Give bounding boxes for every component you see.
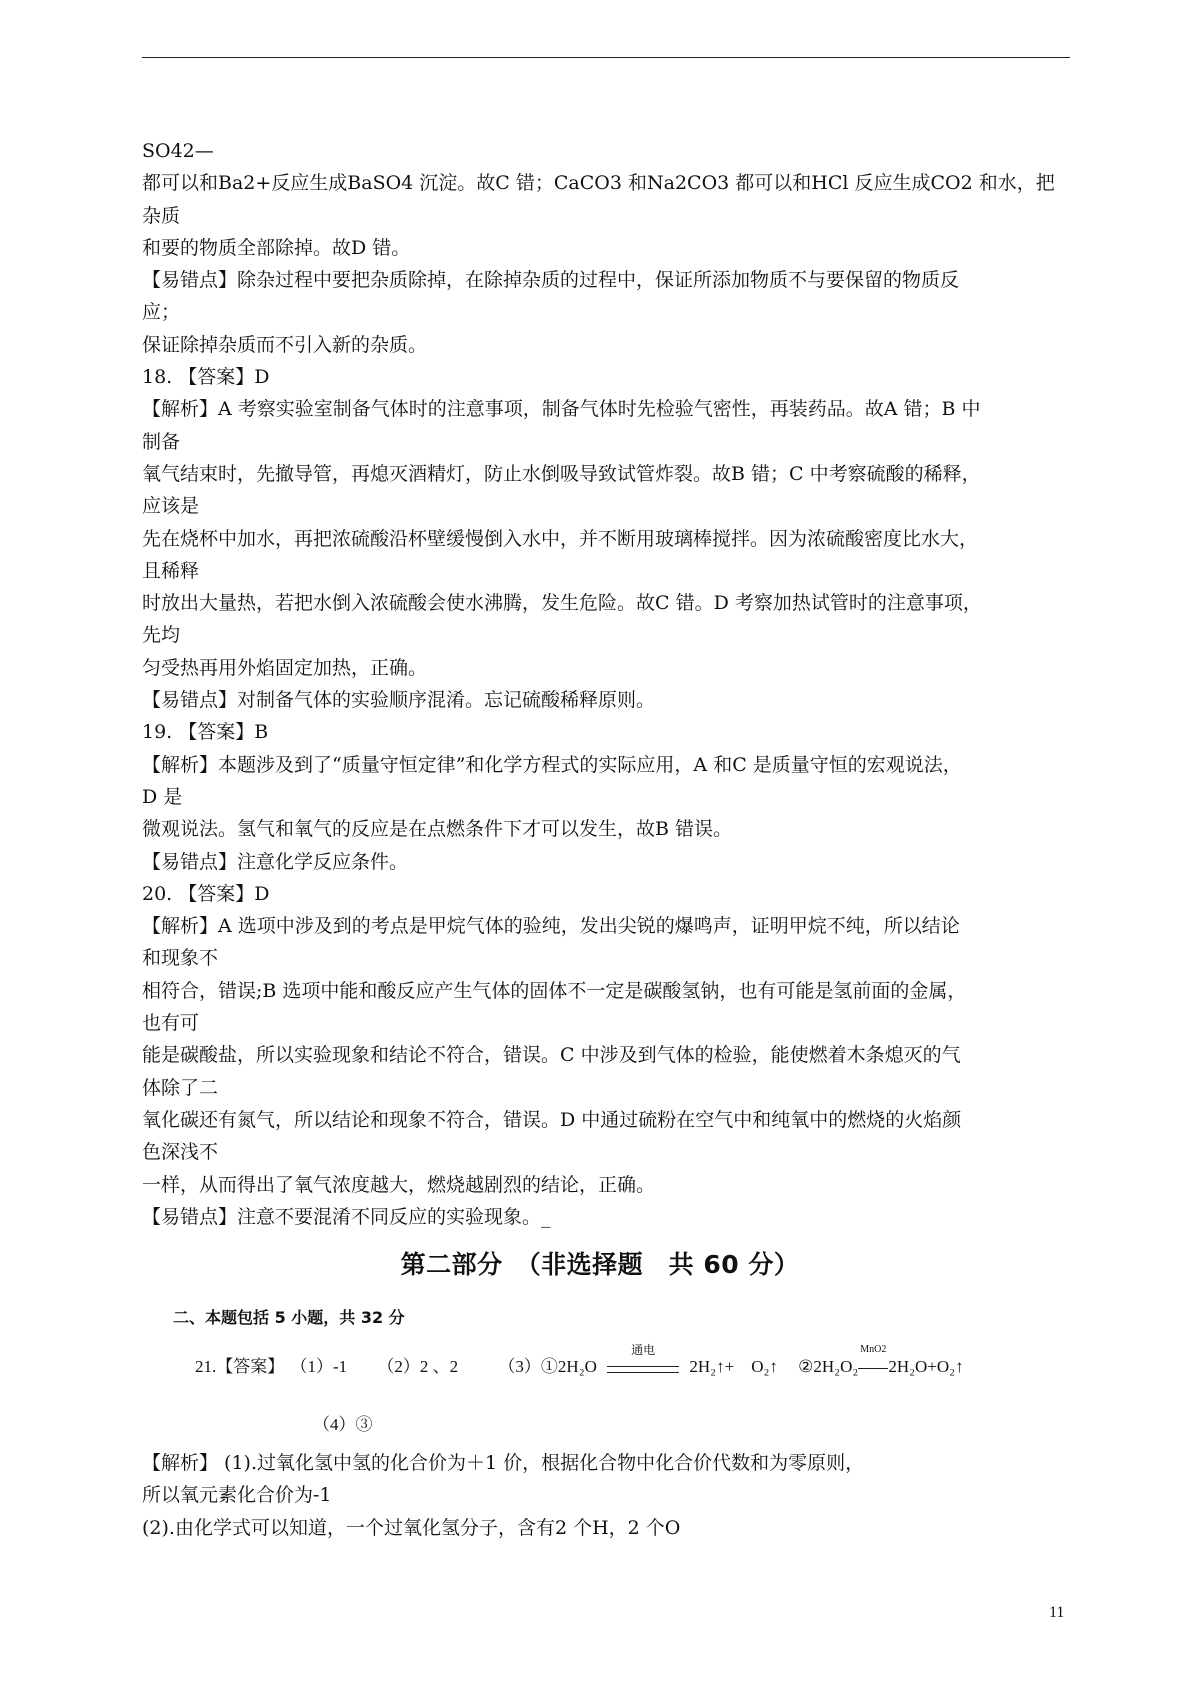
- text-line: 和现象不: [142, 947, 219, 970]
- text-line: 应；: [142, 301, 181, 324]
- header-rule: [142, 57, 1070, 58]
- text-line: 所以氧元素化合价为-1: [142, 1484, 332, 1507]
- text-line: 且稀释: [142, 559, 200, 582]
- text-line: 能是碳酸盐，所以实验现象和结论不符合，错误。C 中涉及到气体的检验，能使燃着木条熄灭的气: [142, 1044, 961, 1067]
- text-line: 【易错点】对制备气体的实验顺序混淆。忘记硫酸稀释原则。: [142, 689, 656, 712]
- text-line: 保证除掉杂质而不引入新的杂质。: [142, 333, 428, 356]
- text-line: 匀受热再用外焰固定加热，正确。: [142, 656, 428, 679]
- text-line: 先均: [142, 624, 181, 647]
- text-line: 【解析】 (1).过氧化氢中氢的化合价为＋1 价，根据化合物中化合价代数和为零原则，: [142, 1452, 865, 1474]
- text-line: (2).由化学式可以知道，一个过氧化氢分子，含有2 个H，2 个O: [142, 1516, 681, 1539]
- section-title: 第二部分 （非选择题 共 60 分）: [400, 1250, 800, 1279]
- analysis-21: [142, 1447, 1082, 1544]
- text-line: 【解析】本题涉及到了“质量守恒定律”和化学方程式的实际应用，A 和C 是质量守恒的宏观说法，: [142, 753, 962, 776]
- catalyst-arrow: [858, 1344, 888, 1377]
- text-line: 都可以和Ba2+反应生成BaSO4 沉淀。故C 错；CaCO3 和Na2CO3 都可以和HCl 反应生成CO2 和水，把: [142, 172, 1055, 195]
- text-line: 一样，从而得出了氧气浓度越大，燃烧越剧烈的结论，正确。: [142, 1173, 656, 1196]
- answer-21-p1: （1）-1: [290, 1357, 348, 1376]
- text-line: 氧化碳还有氮气，所以结论和现象不符合，错误。D 中通过硫粉在空气中和纯氧中的燃烧的火焰颜: [142, 1108, 962, 1131]
- text-line: 【易错点】注意化学反应条件。: [142, 850, 409, 873]
- answer-21-p3-pre: （3）①2H₂O: [498, 1357, 597, 1376]
- text-line: 氧气结束时，先撤导管，再熄灭酒精灯，防止水倒吸导致试管炸裂。故B 错；C 中考察硫酸的稀释，: [142, 462, 981, 485]
- text-line: 也有可: [142, 1012, 200, 1035]
- answer-21: [195, 1343, 964, 1378]
- text-line: 相符合，错误;B 选项中能和酸反应产生气体的固体不一定是碳酸氢钠，也有可能是氢前面的金属，: [142, 979, 967, 1002]
- answer-21-p3b-pre: ②2H₂O₂: [798, 1357, 859, 1376]
- condition-electrolysis: 通电: [631, 1343, 656, 1358]
- reaction-condition-arrow: [607, 1343, 679, 1378]
- condition-catalyst: MnO2: [860, 1344, 887, 1355]
- text-line: 时放出大量热，若把水倒入浓硫酸会使水沸腾，发生危险。故C 错。D 考察加热试管时的注意事项，: [142, 592, 982, 615]
- text-line: 【解析】A 考察实验室制备气体时的注意事项，制备气体时先检验气密性，再装药品。故A 错；B 中: [142, 398, 981, 421]
- text-line: 体除了二: [142, 1076, 219, 1099]
- answer-body: [142, 135, 1082, 1233]
- text-line: 色深浅不: [142, 1141, 219, 1164]
- sub-title: 二、本题包括 5 小题，共 32 分: [173, 1308, 405, 1327]
- text-line: 18. 【答案】D: [142, 366, 270, 389]
- text-line: 19. 【答案】B: [142, 721, 269, 744]
- page-number: 11: [1049, 1604, 1065, 1621]
- text-line: 和要的物质全部除掉。故D 错。: [142, 236, 411, 259]
- text-line: 【解析】A 选项中涉及到的考点是甲烷气体的验纯，发出尖锐的爆鸣声，证明甲烷不纯，所以结论: [142, 915, 960, 938]
- text-line: 先在烧杯中加水，再把浓硫酸沿杯壁缓慢倒入水中，并不断用玻璃棒搅拌。因为浓硫酸密度比水大，: [142, 527, 979, 550]
- text-line: 【易错点】注意不要混淆不同反应的实验现象。_: [142, 1205, 551, 1228]
- text-line: 应该是: [142, 495, 200, 518]
- text-line: 20. 【答案】D: [142, 882, 270, 905]
- text-line: D 是: [142, 785, 183, 808]
- answer-21-p3b-post: 2H₂O+O₂↑: [888, 1357, 964, 1376]
- text-line: 微观说法。氢气和氧气的反应是在点燃条件下才可以发生，故B 错误。: [142, 818, 733, 841]
- answer-21-p3-post: 2H₂↑+ O₂↑: [689, 1357, 778, 1376]
- text-line: 杂质: [142, 204, 181, 227]
- answer-21-p4: （4）③: [313, 1415, 373, 1434]
- text-line: 【易错点】除杂过程中要把杂质除掉，在除掉杂质的过程中，保证所添加物质不与要保留的物质反: [142, 269, 960, 292]
- answer-21-label: 21.【答案】: [195, 1357, 285, 1376]
- text-line: 制备: [142, 430, 181, 453]
- answer-21-p2: （2）2 、2: [377, 1357, 459, 1376]
- text-line: SO42—: [142, 140, 214, 162]
